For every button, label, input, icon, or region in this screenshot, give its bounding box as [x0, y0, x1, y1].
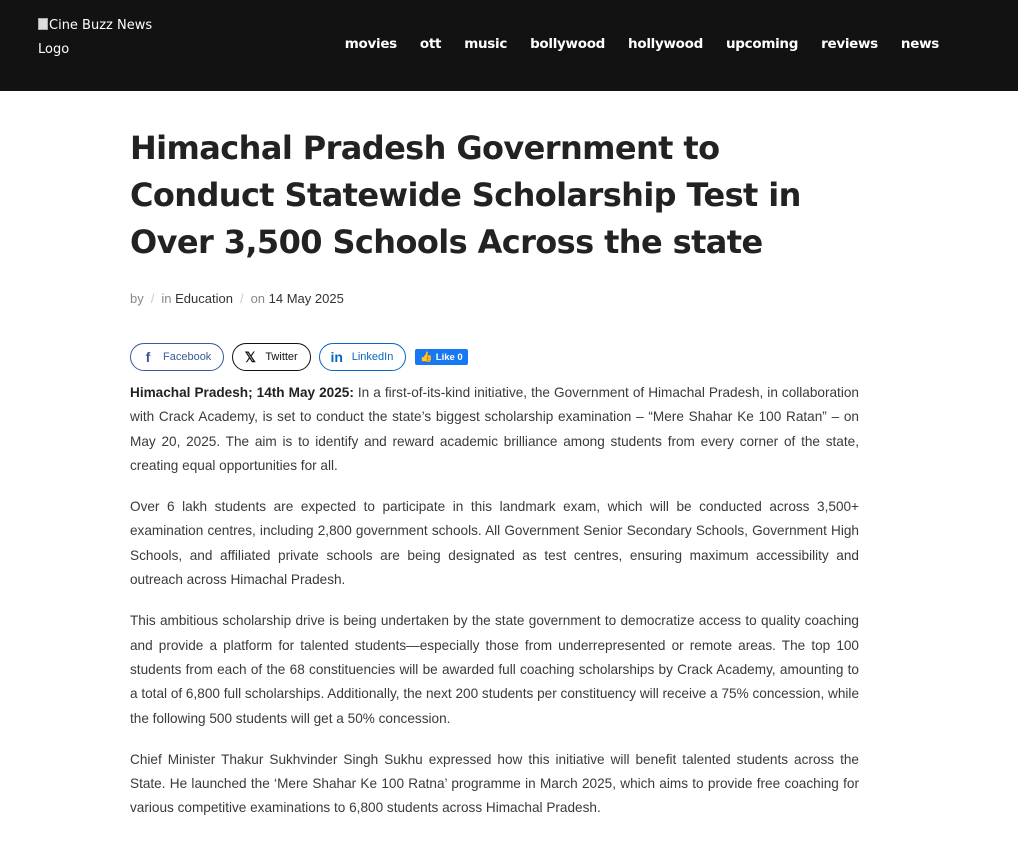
share-twitter-label: Twitter — [265, 351, 298, 363]
article-title: Himachal Pradesh Government to Conduct Statewide Scholarship Test in Over 3,500 Schools Across the state — [130, 129, 801, 261]
article-meta — [130, 290, 859, 308]
paragraph: This ambitious scholarship drive is being undertaken by the state government to democratize access to quality coaching and provide a platform for talented students—especially those from underrepresented or remote areas. The top 100 students from each of the 68 constituencies will be awarded full coaching scholarships by Crack Academy, amounting to a total of 6,800 full scholarships. Additionally, the next 200 students per constituency will receive a 75% concession, while the following 500 students will get a 50% concession. — [130, 613, 859, 726]
nav-item-ott[interactable]: ott — [419, 36, 442, 52]
paragraph: Chief Minister Thakur Sukhvinder Singh Sukhu expressed how this initiative will benefit talented students across the State. He launched the ‘Mere Shahar Ke 100 Ratna’ programme in March 2025, which aims to provide free coaching for various competitive examinations to 6,800 students across Himachal Pradesh. — [130, 751, 859, 816]
nav-item-bollywood[interactable]: bollywood — [530, 36, 606, 52]
dateline: Himachal Pradesh; 14th May 2025: — [130, 385, 354, 400]
broken-image-icon — [38, 18, 48, 30]
meta-in-label: in — [161, 291, 172, 306]
meta-on-label: on — [250, 291, 266, 306]
site-header — [0, 0, 1018, 91]
paragraph — [130, 381, 859, 478]
nav-item-music[interactable]: music — [464, 36, 508, 52]
nav-item-upcoming[interactable]: upcoming — [725, 36, 799, 52]
share-twitter-button[interactable] — [232, 343, 310, 371]
share-facebook-label: Facebook — [163, 351, 212, 363]
share-facebook-button[interactable] — [130, 343, 224, 371]
meta-date: 14 May 2025 — [268, 291, 344, 306]
paragraph: Over 6 lakh students are expected to participate in this landmark exam, which will be conducted across 3,500+ examination centres, including 2,800 government schools. All Government Senior Secondary Schools, Government High Schools, and affiliated private schools are being designated as test centres, ensuring maximum accessibility and outreach across Himachal Pradesh. — [130, 499, 859, 588]
share-bar — [130, 343, 468, 371]
share-linkedin-label: LinkedIn — [351, 351, 394, 363]
linkedin-icon: in — [330, 349, 343, 365]
nav-item-news[interactable]: news — [900, 36, 939, 52]
meta-separator: / — [150, 291, 155, 306]
main-nav — [345, 34, 939, 54]
meta-category-link[interactable]: Education — [175, 291, 233, 306]
facebook-like-button[interactable] — [415, 349, 467, 365]
nav-item-reviews[interactable]: reviews — [821, 36, 878, 52]
article-body — [130, 381, 859, 838]
article — [130, 125, 859, 816]
nav-item-movies[interactable]: movies — [344, 36, 397, 52]
share-linkedin-button[interactable] — [319, 343, 407, 371]
nav-item-hollywood[interactable]: hollywood — [628, 36, 703, 52]
site-logo[interactable] — [38, 14, 168, 62]
paragraph-text: In a first-of-its-kind initiative, the Government of Himachal Pradesh, in collaboration with Crack Academy, is set to conduct the state’s biggest scholarship examination – “Mere Shahar Ke 100 Ratan” – on May 20, 2025. The aim is to identify and reward academic brilliance among students from every corner of the state, creating equal opportunities for all. — [130, 385, 859, 473]
logo-alt-text: Cine Buzz News Logo — [38, 18, 153, 57]
thumbs-up-icon: 👍 — [420, 351, 433, 363]
facebook-icon: f — [145, 349, 151, 365]
meta-by-label: by — [130, 291, 144, 306]
x-twitter-icon: 𝕏 — [244, 348, 256, 365]
like-label: Like 0 — [435, 351, 463, 363]
meta-separator: / — [239, 291, 244, 306]
